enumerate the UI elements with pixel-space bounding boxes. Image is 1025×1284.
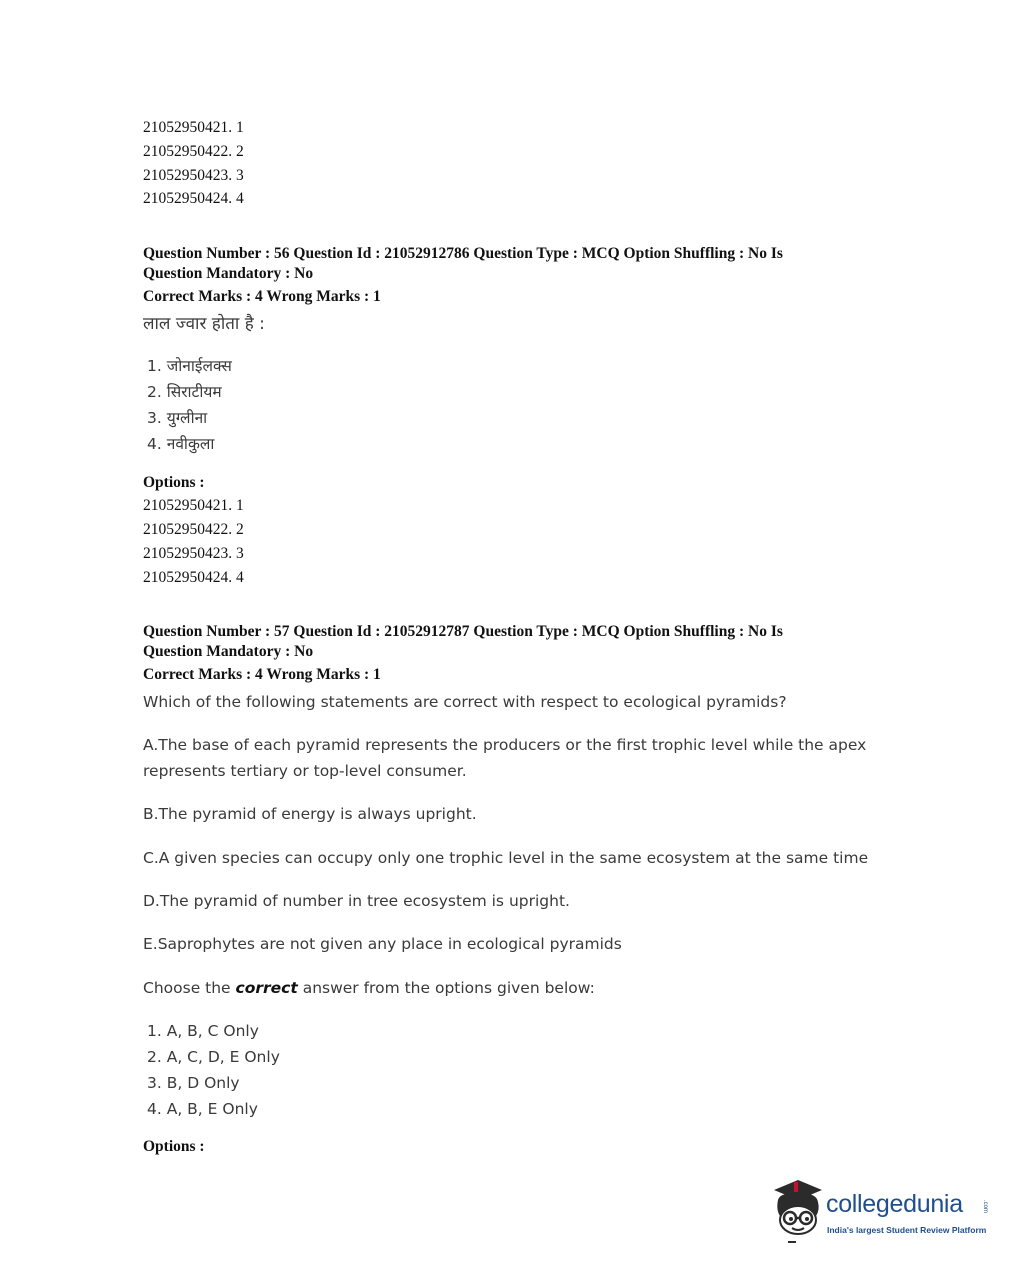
choose-emphasis: correct bbox=[235, 979, 298, 997]
question-marks: Correct Marks : 4 Wrong Marks : 1 bbox=[143, 288, 381, 305]
question-text: लाल ज्वार होता है : bbox=[143, 314, 265, 334]
choose-prefix: Choose the bbox=[143, 979, 236, 997]
statement-e: E.Saprophytes are not given any place in ecological pyramids bbox=[143, 935, 622, 953]
answer-choice: 1. A, B, C Only bbox=[147, 1022, 259, 1040]
statement-d: D.The pyramid of number in tree ecosystem is upright. bbox=[143, 892, 570, 910]
logo-tagline: India's largest Student Review Platform bbox=[827, 1225, 987, 1235]
options-label: Options : bbox=[143, 1138, 205, 1155]
option-line: 21052950421. 1 bbox=[143, 497, 244, 514]
option-line: 21052950424. 4 bbox=[143, 569, 244, 586]
option-line: 21052950423. 3 bbox=[143, 167, 244, 184]
logo-domain: .com bbox=[982, 1200, 988, 1214]
options-label: Options : bbox=[143, 474, 205, 491]
option-line: 21052950424. 4 bbox=[143, 190, 244, 207]
graduate-mascot-icon bbox=[768, 1176, 824, 1246]
option-line: 21052950422. 2 bbox=[143, 143, 244, 160]
option-line: 21052950422. 2 bbox=[143, 521, 244, 538]
collegedunia-logo bbox=[768, 1176, 998, 1246]
statement-c: C.A given species can occupy only one trophic level in the same ecosystem at the same time bbox=[143, 849, 869, 867]
choose-instruction bbox=[143, 975, 595, 1001]
statement-a-continued: represents tertiary or top-level consumer. bbox=[143, 762, 467, 780]
answer-choice: 3. युग्लीना bbox=[147, 409, 208, 427]
answer-choice: 1. जोनाईलक्स bbox=[147, 357, 232, 375]
question-text: Which of the following statements are correct with respect to ecological pyramids? bbox=[143, 693, 787, 711]
answer-choice: 2. A, C, D, E Only bbox=[147, 1048, 280, 1066]
answer-choice: 2. सिराटीयम bbox=[147, 383, 222, 401]
question-header: Question Number : 57 Question Id : 21052912787 Question Type : MCQ Option Shuffling : No Is bbox=[143, 623, 783, 640]
choose-suffix: answer from the options given below: bbox=[297, 979, 595, 997]
answer-choice: 4. नवीकुला bbox=[147, 435, 215, 453]
question-marks: Correct Marks : 4 Wrong Marks : 1 bbox=[143, 666, 381, 683]
statement-a: A.The base of each pyramid represents the producers or the first trophic level while the apex bbox=[143, 736, 867, 754]
statement-b: B.The pyramid of energy is always upright. bbox=[143, 805, 477, 823]
question-header-continued: Question Mandatory : No bbox=[143, 643, 314, 660]
answer-choice: 3. B, D Only bbox=[147, 1074, 240, 1092]
option-line: 21052950423. 3 bbox=[143, 545, 244, 562]
question-header-continued: Question Mandatory : No bbox=[143, 265, 314, 282]
logo-wordmark: collegedunia bbox=[826, 1190, 963, 1218]
answer-choice: 4. A, B, E Only bbox=[147, 1100, 258, 1118]
question-header: Question Number : 56 Question Id : 21052912786 Question Type : MCQ Option Shuffling : No Is bbox=[143, 245, 783, 262]
option-line: 21052950421. 1 bbox=[143, 119, 244, 136]
